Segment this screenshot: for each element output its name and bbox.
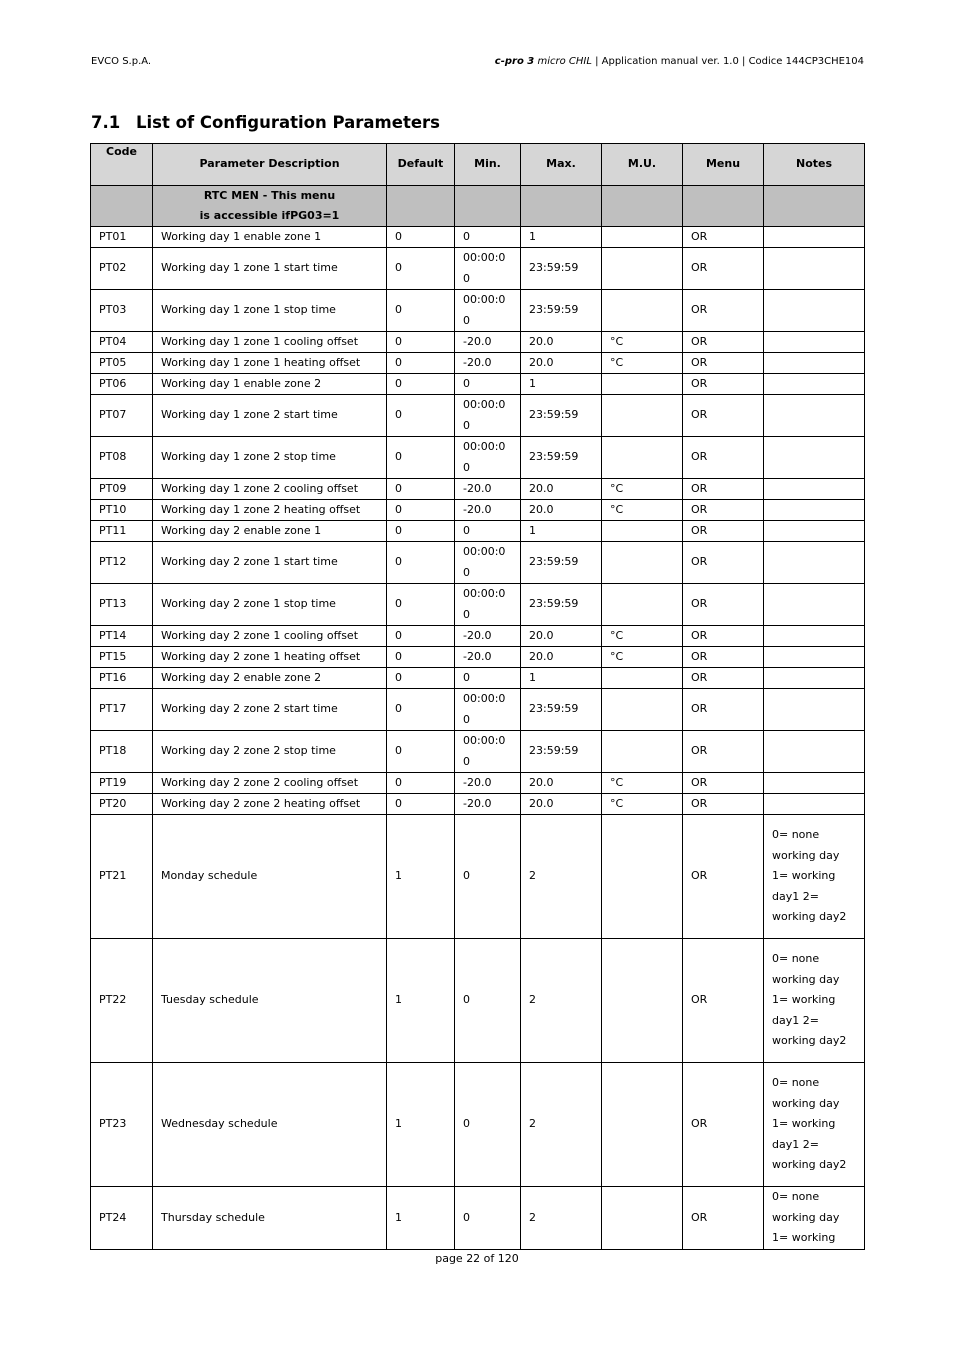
cell-mu (602, 668, 683, 689)
cell-code: PT12 (91, 542, 153, 584)
cell-notes (764, 542, 865, 584)
cell-menu: OR (683, 794, 764, 815)
cell-min: 0 (455, 815, 521, 939)
menu-group-code-cell (91, 186, 153, 227)
cell-menu: OR (683, 521, 764, 542)
header-product: c-pro 3 (494, 56, 535, 67)
cell-notes (764, 584, 865, 626)
table-row (91, 731, 865, 773)
table-row (91, 626, 865, 647)
cell-menu: OR (683, 395, 764, 437)
cell-mu (602, 248, 683, 290)
cell-default: 0 (387, 395, 455, 437)
cell-menu: OR (683, 290, 764, 332)
table-row (91, 521, 865, 542)
header-company: EVCO S.p.A. (91, 56, 152, 67)
header-product-suffix: micro CHIL (537, 56, 592, 67)
cell-description: Working day 2 zone 2 cooling offset (153, 773, 387, 794)
cell-default: 0 (387, 794, 455, 815)
cell-notes (764, 626, 865, 647)
cell-description: Working day 1 zone 1 heating offset (153, 353, 387, 374)
cell-code: PT03 (91, 290, 153, 332)
cell-mu (602, 521, 683, 542)
cell-menu: OR (683, 353, 764, 374)
cell-description: Working day 2 zone 1 stop time (153, 584, 387, 626)
cell-code: PT15 (91, 647, 153, 668)
cell-min: -20.0 (455, 773, 521, 794)
cell-description: Working day 2 zone 1 cooling offset (153, 626, 387, 647)
page-number: page 22 of 120 (435, 1252, 519, 1265)
cell-notes (764, 731, 865, 773)
table-row (91, 542, 865, 584)
cell-code: PT23 (91, 1063, 153, 1187)
column-header-min: Min. (455, 144, 521, 186)
cell-min: -20.0 (455, 479, 521, 500)
cell-min: 00:00:0 0 (455, 248, 521, 290)
cell-mu (602, 542, 683, 584)
menu-group-line2: is accessible ifPG03=1 (199, 209, 340, 222)
cell-description: Working day 2 zone 1 start time (153, 542, 387, 584)
menu-group-cell (602, 186, 683, 227)
table-row (91, 584, 865, 626)
cell-code: PT06 (91, 374, 153, 395)
parameters-table (90, 143, 865, 1250)
cell-max: 20.0 (521, 479, 602, 500)
table-row (91, 227, 865, 248)
table-row (91, 332, 865, 353)
column-header-code: Code (91, 144, 153, 186)
cell-mu: °C (602, 647, 683, 668)
section-title (91, 113, 440, 132)
cell-mu (602, 290, 683, 332)
cell-min: 00:00:0 0 (455, 689, 521, 731)
cell-mu: °C (602, 500, 683, 521)
cell-notes: 0= none working day 1= working day1 2= working day2 (764, 1063, 865, 1187)
cell-menu: OR (683, 542, 764, 584)
cell-description: Monday schedule (153, 815, 387, 939)
menu-group-title (153, 186, 387, 227)
cell-mu: °C (602, 626, 683, 647)
cell-description: Working day 2 zone 2 stop time (153, 731, 387, 773)
column-header-menu: Menu (683, 144, 764, 186)
column-header-description: Parameter Description (153, 144, 387, 186)
cell-max: 20.0 (521, 773, 602, 794)
cell-description: Working day 1 zone 1 stop time (153, 290, 387, 332)
table-row (91, 374, 865, 395)
cell-max: 1 (521, 521, 602, 542)
table-row (91, 689, 865, 731)
cell-min: -20.0 (455, 647, 521, 668)
column-header-max: Max. (521, 144, 602, 186)
cell-menu: OR (683, 647, 764, 668)
cell-code: PT19 (91, 773, 153, 794)
cell-code: PT13 (91, 584, 153, 626)
cell-code: PT01 (91, 227, 153, 248)
cell-menu: OR (683, 437, 764, 479)
cell-description: Working day 1 zone 2 cooling offset (153, 479, 387, 500)
cell-code: PT11 (91, 521, 153, 542)
cell-max: 2 (521, 939, 602, 1063)
cell-max: 20.0 (521, 647, 602, 668)
cell-menu: OR (683, 939, 764, 1063)
cell-min: -20.0 (455, 353, 521, 374)
menu-group-cell (764, 186, 865, 227)
cell-description: Thursday schedule (153, 1187, 387, 1250)
cell-menu: OR (683, 584, 764, 626)
cell-max: 23:59:59 (521, 584, 602, 626)
cell-description: Working day 1 zone 1 start time (153, 248, 387, 290)
cell-notes (764, 500, 865, 521)
cell-description: Working day 2 zone 1 heating offset (153, 647, 387, 668)
cell-notes: 0= none working day 1= working (764, 1187, 865, 1250)
cell-max: 1 (521, 374, 602, 395)
cell-max: 23:59:59 (521, 395, 602, 437)
cell-notes (764, 353, 865, 374)
cell-description: Working day 1 zone 2 heating offset (153, 500, 387, 521)
header-manual: | Application manual ver. 1.0 | Codice 144CP3CHE104 (595, 56, 864, 67)
table-row (91, 479, 865, 500)
table-row (91, 395, 865, 437)
menu-group-cell (521, 186, 602, 227)
cell-description: Working day 2 enable zone 1 (153, 521, 387, 542)
section-number: 7.1 (91, 113, 121, 132)
cell-description: Working day 2 enable zone 2 (153, 668, 387, 689)
cell-min: 0 (455, 1063, 521, 1187)
cell-code: PT05 (91, 353, 153, 374)
cell-menu: OR (683, 1063, 764, 1187)
cell-mu: °C (602, 773, 683, 794)
cell-mu (602, 689, 683, 731)
table-row (91, 939, 865, 1063)
cell-notes (764, 227, 865, 248)
cell-mu (602, 939, 683, 1063)
menu-group-line1: RTC MEN - This menu (203, 189, 336, 202)
cell-min: 00:00:0 0 (455, 290, 521, 332)
cell-default: 0 (387, 227, 455, 248)
cell-min: 00:00:0 0 (455, 584, 521, 626)
cell-description: Working day 1 enable zone 2 (153, 374, 387, 395)
cell-notes (764, 332, 865, 353)
cell-default: 0 (387, 353, 455, 374)
cell-default: 0 (387, 374, 455, 395)
cell-code: PT02 (91, 248, 153, 290)
cell-default: 0 (387, 500, 455, 521)
cell-code: PT04 (91, 332, 153, 353)
cell-mu: °C (602, 332, 683, 353)
table-header-row (91, 144, 865, 186)
table-row (91, 815, 865, 939)
column-header-notes: Notes (764, 144, 865, 186)
cell-max: 1 (521, 668, 602, 689)
cell-notes (764, 248, 865, 290)
table-row (91, 1187, 865, 1250)
column-header-mu: M.U. (602, 144, 683, 186)
cell-min: 0 (455, 939, 521, 1063)
cell-menu: OR (683, 773, 764, 794)
cell-default: 0 (387, 647, 455, 668)
cell-notes (764, 668, 865, 689)
cell-min: 0 (455, 227, 521, 248)
cell-notes (764, 794, 865, 815)
cell-default: 0 (387, 689, 455, 731)
cell-code: PT09 (91, 479, 153, 500)
cell-min: 00:00:0 0 (455, 437, 521, 479)
menu-group-row (91, 186, 865, 227)
cell-code: PT20 (91, 794, 153, 815)
cell-min: -20.0 (455, 332, 521, 353)
cell-notes (764, 521, 865, 542)
cell-menu: OR (683, 815, 764, 939)
table-row (91, 647, 865, 668)
menu-group-cell (387, 186, 455, 227)
cell-menu: OR (683, 332, 764, 353)
cell-description: Wednesday schedule (153, 1063, 387, 1187)
cell-default: 0 (387, 437, 455, 479)
cell-max: 2 (521, 1063, 602, 1187)
cell-code: PT16 (91, 668, 153, 689)
cell-min: -20.0 (455, 500, 521, 521)
cell-min: 00:00:0 0 (455, 395, 521, 437)
cell-menu: OR (683, 668, 764, 689)
cell-default: 0 (387, 542, 455, 584)
table-row (91, 500, 865, 521)
cell-description: Working day 1 zone 2 stop time (153, 437, 387, 479)
cell-description: Working day 1 zone 1 cooling offset (153, 332, 387, 353)
table-row (91, 248, 865, 290)
cell-default: 0 (387, 248, 455, 290)
cell-code: PT21 (91, 815, 153, 939)
cell-default: 1 (387, 1063, 455, 1187)
cell-code: PT08 (91, 437, 153, 479)
cell-min: 00:00:0 0 (455, 542, 521, 584)
cell-mu (602, 1187, 683, 1250)
table-row (91, 794, 865, 815)
cell-menu: OR (683, 689, 764, 731)
cell-default: 0 (387, 668, 455, 689)
cell-mu: °C (602, 479, 683, 500)
cell-mu (602, 1063, 683, 1187)
cell-default: 1 (387, 815, 455, 939)
table-row (91, 668, 865, 689)
cell-menu: OR (683, 479, 764, 500)
cell-menu: OR (683, 626, 764, 647)
cell-code: PT10 (91, 500, 153, 521)
cell-max: 20.0 (521, 500, 602, 521)
cell-mu (602, 731, 683, 773)
cell-code: PT24 (91, 1187, 153, 1250)
cell-default: 0 (387, 731, 455, 773)
cell-mu (602, 584, 683, 626)
cell-notes (764, 290, 865, 332)
cell-notes: 0= none working day 1= working day1 2= working day2 (764, 939, 865, 1063)
cell-mu (602, 395, 683, 437)
cell-description: Working day 2 zone 2 heating offset (153, 794, 387, 815)
cell-description: Working day 1 enable zone 1 (153, 227, 387, 248)
cell-code: PT17 (91, 689, 153, 731)
cell-notes (764, 689, 865, 731)
column-header-default: Default (387, 144, 455, 186)
cell-min: 0 (455, 374, 521, 395)
cell-menu: OR (683, 731, 764, 773)
cell-default: 0 (387, 332, 455, 353)
menu-group-cell (683, 186, 764, 227)
cell-description: Working day 2 zone 2 start time (153, 689, 387, 731)
cell-notes (764, 479, 865, 500)
cell-max: 23:59:59 (521, 542, 602, 584)
cell-menu: OR (683, 500, 764, 521)
cell-max: 20.0 (521, 794, 602, 815)
cell-code: PT07 (91, 395, 153, 437)
table-row (91, 437, 865, 479)
cell-notes (764, 773, 865, 794)
cell-notes (764, 395, 865, 437)
cell-min: 00:00:0 0 (455, 731, 521, 773)
cell-default: 0 (387, 584, 455, 626)
cell-mu: °C (602, 794, 683, 815)
cell-max: 1 (521, 227, 602, 248)
cell-code: PT18 (91, 731, 153, 773)
cell-default: 0 (387, 290, 455, 332)
cell-mu (602, 437, 683, 479)
cell-max: 23:59:59 (521, 290, 602, 332)
cell-min: -20.0 (455, 626, 521, 647)
table-row (91, 290, 865, 332)
cell-default: 0 (387, 626, 455, 647)
cell-code: PT14 (91, 626, 153, 647)
cell-default: 1 (387, 939, 455, 1063)
cell-min: -20.0 (455, 794, 521, 815)
cell-mu (602, 227, 683, 248)
cell-max: 23:59:59 (521, 248, 602, 290)
cell-max: 2 (521, 1187, 602, 1250)
cell-max: 20.0 (521, 353, 602, 374)
cell-max: 20.0 (521, 626, 602, 647)
cell-min: 0 (455, 521, 521, 542)
cell-menu: OR (683, 1187, 764, 1250)
cell-notes (764, 437, 865, 479)
cell-min: 0 (455, 1187, 521, 1250)
cell-default: 0 (387, 521, 455, 542)
cell-max: 20.0 (521, 332, 602, 353)
cell-notes (764, 647, 865, 668)
header-manual-info (495, 56, 864, 67)
cell-mu: °C (602, 353, 683, 374)
cell-default: 0 (387, 773, 455, 794)
cell-menu: OR (683, 248, 764, 290)
cell-notes: 0= none working day 1= working day1 2= working day2 (764, 815, 865, 939)
cell-description: Tuesday schedule (153, 939, 387, 1063)
cell-mu (602, 815, 683, 939)
cell-code: PT22 (91, 939, 153, 1063)
cell-default: 1 (387, 1187, 455, 1250)
cell-notes (764, 374, 865, 395)
cell-description: Working day 1 zone 2 start time (153, 395, 387, 437)
cell-max: 23:59:59 (521, 689, 602, 731)
cell-menu: OR (683, 374, 764, 395)
section-title-text: List of Configuration Parameters (136, 113, 440, 132)
table-row (91, 353, 865, 374)
cell-mu (602, 374, 683, 395)
table-row (91, 1063, 865, 1187)
cell-default: 0 (387, 479, 455, 500)
cell-max: 2 (521, 815, 602, 939)
cell-max: 23:59:59 (521, 437, 602, 479)
cell-min: 0 (455, 668, 521, 689)
cell-menu: OR (683, 227, 764, 248)
menu-group-cell (455, 186, 521, 227)
table-row (91, 773, 865, 794)
cell-max: 23:59:59 (521, 731, 602, 773)
